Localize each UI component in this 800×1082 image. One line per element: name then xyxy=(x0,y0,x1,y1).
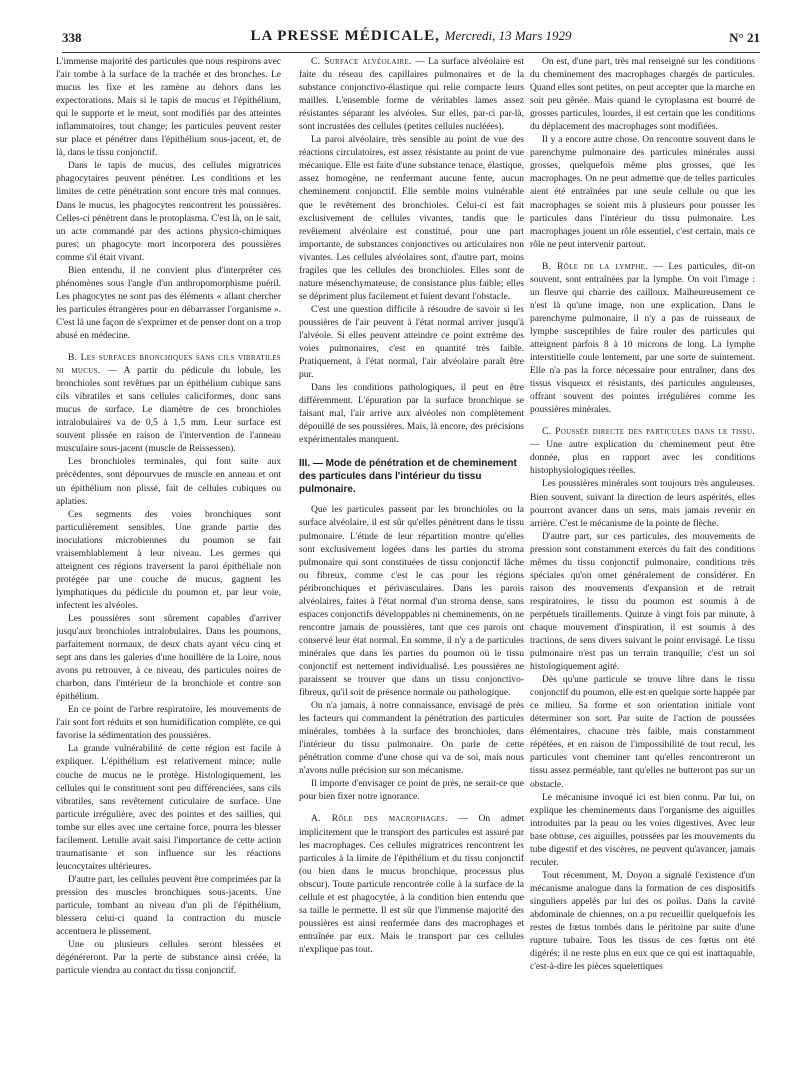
section-paragraph xyxy=(56,352,281,456)
paragraph: La paroi alvéolaire, très sensible au point de vue des réactions circulatoires, est assez résistante au point de vue mécanique. Elle est faite d'une substance tenace, élastique, assez homogène, ne renfermant aucune fente, aucun cheminement conjonctif. Elle semble moins vulnérable que le revêtement des bronchioles. Celui-ci est fait exclusivement de cellules vivantes, tandis que le revêtement alvéolaire est constitué, pour une part importante, de substances conjonctives ou articulaires non vivantes. Les cellules alvéolaires sont, d'autre part, moins fragiles que les cellules des bronchioles. Elles sont de nature mésenchymateuse, de consistance plus faible; elles se dépriment plus facilement et fuient devant l'obstacle. xyxy=(299,135,524,302)
section-paragraph xyxy=(299,813,524,957)
paragraph: Tout récemment, M. Doyon a signalé l'existence d'un mécanisme analogue dans la formation de ces dispositifs singuliers appelés par lui des os poilus. Dans la cavité abdominale de chiennes, on a pu recueillir quelquefois les restes de fœtus tombés dans le péritoine par suite d'une rupture tubaire. Tous les tissus de ces fœtus ont été digérés; il ne reste plus en eux que ce qui est inattaquable, c'est-à-dire les pièces squelettiques xyxy=(530,870,755,973)
section-label: B. Les surfaces bronchiques sans cils vibratiles ni mucus. xyxy=(56,353,281,377)
section-label: C. Surface alvéolaire. xyxy=(311,57,412,67)
paragraph: D'autre part, sur ces particules, des mouvements de pression sont constamment exercés du fait des conditions mêmes du tissu conjonctif pulmonaire, conditions très spéciales qu'on omet généralement de considérer. En raison des mouvements d'expansion et de retrait respiratoires, le tissu du poumon est soumis à de perpétuels tiraillements. Quinze à vingt fois par minute, à chaque mouvement d'inspiration, il est soumis à des tractions, de sens divers suivant le point envisagé. Le tissu pulmonaire n'est pas un terrain tranquille; c'est un sol histologiquement agité. xyxy=(530,531,755,673)
paragraph: Les bronchioles terminales, qui font suite aux précédentes, sont dépourvues de muscle en anneau et ont un épithélium non plissé, fait de cellules cubiques ou aplaties. xyxy=(56,457,281,507)
section-text: — La surface alvéolaire est faite du réseau des capillaires pulmonaires et de la substance conjonctivo-élastique qui relie compacte leurs mailles. L'ensemble forme de véritables lames assez résistantes séparant les alvéoles. Sur elles, par-ci par-là, sont incrustées des cellules (petites cellules nucléées). xyxy=(299,57,524,133)
section-label: B. Rôle de la lymphe. xyxy=(542,261,648,272)
paragraph: Dès qu'une particule se trouve libre dans le tissu conjonctif du poumon, elle est en quelque sorte happée par ce milieu. Sa forme et son orientation initiale vont déterminer son sort. Par suite de l'action de poussées élémentaires, chacune très faible, mais constamment répétées, et en raison de l'impossibilité de tout recul, les particules vont cheminer tant qu'elles rencontreront un tissu assez perméable, tant qu'elles ne butteront pas sur un obstacle. xyxy=(530,675,755,790)
section-text: — On admet implicitement que le transport des particules est assuré par les macrophages. Ces cellules migratrices rencontrent les particules à la limite de l'épithélium et du tissu conjonctif (ou bien dans le mucus bronchique, processus plus obscur). Toute particule rencontrée colle à la surface de la cellule et est phagocytée, à la condition bien entendu que sa taille le permette. Il est sûr que l'immense majorité des poussières est ainsi renfermée dans des macrophages et entraînée par eux. Mais le transport par ces cellules n'explique pas tout. xyxy=(299,814,524,955)
column-2 xyxy=(299,56,524,1076)
paragraph: Il importe d'envisager ce point de près, ne serait-ce que pour bien fixer notre ignorance. xyxy=(299,779,524,803)
section-text: — Une autre explication du cheminement peut être donnée, plus en rapport avec les conditions histophysiologiques réelles. xyxy=(530,440,755,477)
paragraph: En ce point de l'arbre respiratoire, les mouvements de l'air sont fort réduits et son humidification complète, ce qui favorise la sédimentation des poussières. xyxy=(56,705,281,742)
paragraph: Les poussières sont sûrement capables d'arriver jusqu'aux bronchioles intralobulaires. Dans les poumons, parfaitement normaux, de deux chats ayant vécu cinq et sept ans dans les galeries d'une houillère de la Loire, nous avons pu retrouver, à ce niveau, des particules noires de charbon, dans l'intérieur de la bronchiole et contre son épithélium. xyxy=(56,613,281,703)
page-number: 338 xyxy=(62,30,82,45)
section-paragraph xyxy=(299,56,524,134)
paragraph: Dans les conditions pathologiques, il peut en être différemment. L'épuration par la surface bronchique se faisant mal, l'air arrive aux alvéoles non complètement dépouillé de ses poussières. Mais, là encore, des précisions expérimentales manquent. xyxy=(299,383,524,446)
column-1 xyxy=(56,56,281,1076)
paragraph: Une ou plusieurs cellules seront blessées et dégénéreront. Par la perte de substance ainsi créée, la particule viendra au contact du tissu conjonctif. xyxy=(56,940,281,977)
paragraph: Bien entendu, il ne convient plus d'interpréter ces phénomènes sous l'angle d'un anthropomorphisme puéril. Les phagocytes ne sont pas des éléments « allant chercher les particules étrangères pour en débarrasser l'organisme ». C'est là une façon de s'exprimer et de penser dont on a trop abusé en médecine. xyxy=(56,265,281,341)
paragraph: D'autre part, les cellules peuvent être comprimées par la pression des muscles bronchiques sous-jacents. Une particule, tombant au niveau d'un pli de l'épithélium, blessera celui-ci quand la contraction du muscle accentuera le plissement. xyxy=(56,874,281,938)
paragraph: Ces segments des voies bronchiques sont particulièrement sensibles. Une grande partie des inoculations microbiennes du poumon se fait vraisemblablement à leur niveau. Les germes qui atteignent ces régions traversent la paroi épithéliale non protégée par une couche de mucus, gagnent les lymphatiques du pédicule du poumon et, par leur voie, infectent les alvéoles. xyxy=(56,509,281,611)
paragraph: On n'a jamais, à notre connaissance, envisagé de près les facteurs qui commandent la pénétration des particules minérales, tombées à la surface des bronchioles, dans l'intérieur du tissu pulmonaire. On parle de cette pénétration comme d'une chose qui va de soi, mais nous n'avons nulle précision sur son mécanisme. xyxy=(299,701,524,777)
section-heading: III. — Mode de pénétration et de cheminement des particules dans l'intérieur du tissu pulmonaire. xyxy=(299,458,517,496)
paragraph: Que les particules passent par les bronchioles ou la surface alvéolaire, il est sûr qu'elles pénètrent dans le tissu pulmonaire. L'étude de leur répartition montre qu'elles sont exclusivement logées dans les parties du stroma pulmonaire qui sont constituées de tissu conjonctif lâche ou fibreux, comme c'est le cas pour les régions péribronchiques et périvasculaires. Dans les parois alvéolaires, faites à l'état normal d'un stroma dense, sans espaces conjonctifs développables ni cheminements, on ne rencontre jamais de poussières, tant que ces parois ont conservé leur état normal. En somme, il n'y a de particules minérales que dans les parties du poumon où le tissu conjonctif est nettement individualisé. Les poussières ne paraissent se trouver que dans un tissu conjonctivo-fibreux, qu'il soit de présence normale ou pathologique. xyxy=(299,505,524,699)
masthead xyxy=(62,28,760,45)
section-text: — Les particules, dit-on souvent, sont entraînées par la lymphe. On voit l'image : un fleuve qui charrie des cailloux. Malheureusement ce n'est là qu'une image, non une explication. Dans le parenchyme pulmonaire, il n'y a pas de ruisseaux de lymphe susceptibles de faire rouler des particules qui atteignent parfois 8 à 10 microns de long. La lymphe interstitielle coule lentement, par une sorte de suintement. Elle n'a pas la force nécessaire pour entraîner, dans des tissus visqueux et résistants, des particules anguleuses, offrant souvent des pointes irrégulières comme les poussières minérales. xyxy=(530,261,755,416)
issue-number: N° 21 xyxy=(729,30,760,45)
paragraph: Dans le tapis de mucus, des cellules migratrices phagocytaires peuvent pénétrer. Les conditions et les limites de cette pénétration sont encore très mal connues. Dans le mucus, les phagocytes rencontrent les poussières. Celles-ci pénètrent dans le protoplasma. C'est là, on le sait, un acte commandé par des actions physico-chimiques pures; un phagocyte mort incorporera des poussières comme s'il était vivant. xyxy=(56,161,281,263)
paragraph: Il y a encore autre chose. On rencontre souvent dans le parenchyme pulmonaire des particules minérales aussi grosses, quelquefois même plus grosses, que les macrophages. On ne peut admettre que de telles particules aient été entraînées par une seule cellule ou que les macrophages se soient mis à plusieurs pour pousser les particules dans l'intérieur du tissu pulmonaire. Les macrophages jouent un rôle essentiel, c'est certain, mais ce rôle ne peut intervenir partout. xyxy=(530,135,755,250)
section-paragraph xyxy=(530,426,755,478)
issue-date: Mercredi, 13 Mars 1929 xyxy=(444,28,572,43)
section-label: A. Rôle des macrophages. xyxy=(311,814,448,825)
section-label: C. Poussée directe des particules dans le tissu. xyxy=(542,427,755,438)
page-header xyxy=(62,28,760,53)
section-paragraph xyxy=(530,261,755,418)
publication-name: LA PRESSE MÉDICALE, xyxy=(250,28,440,44)
paragraph: L'immense majorité des particules que nous respirons avec l'air tombe à la surface de la trachée et des bronches. Le mucus les fixe et les ramène au dehors dans les expectorations. Mais si le tapis de mucus et l'épithélium, qui le supporte et le meut, sont modifiés par des atteintes inflammatoires, tout change; les particules peuvent rester sur place et pénétrer dans l'épithélium sous-jacent, et, de là, dans le tissu conjonctif. xyxy=(56,57,281,159)
section-text: — A partir du pédicule du lobule, les bronchioles sont revêtues par un épithélium cubique sans cils vibratiles et sans cellules caliciformes, donc sans mucus de surface. Le diamètre de ces bronchioles intralobulaires va de 0,5 à 1,5 mm. Leur surface est souvent plissée en raison de l'intervention de l'anneau musculaire sous-jacent (muscle de Reissessen). xyxy=(56,366,281,455)
paragraph: On est, d'une part, très mal renseigné sur les conditions du cheminement des macrophages chargés de particules. Quand elles sont petites, on peut accepter que la marche en soit peu gênée. Mais quand le cytoplasma est bourré de grosses particules, lourdes, il est certain que les conditions du déplacement des macrophages sont modifiées. xyxy=(530,57,755,133)
column-3 xyxy=(530,56,755,1076)
paragraph: La grande vulnérabilité de cette région est facile à expliquer. L'épithélium est relativement mince; nulle couche de mucus ne le protège. Histologiquement, les cellules qui le constituent sont peu différenciées, sans cils vibratiles, sans revêtement cuticulaire de surface. Une particule irrégulière, avec des pointes et des saillies, qui tombe sur elles avec une certaine force, pourra les blesser facilement. Letulle avait saisi l'importance de cette action traumatisante et son influence sur les réactions leucocytaires ultérieures. xyxy=(56,744,281,872)
paragraph: Le mécanisme invoqué ici est bien connu. Par lui, on explique les cheminements dans l'organisme des aiguilles introduites par la peau ou les voies digestives. Avec leur base obtuse, ces aiguilles, poussées par les mouvements du tube digestif et des viscères, ne peuvent qu'avancer, jamais reculer. xyxy=(530,792,755,868)
paragraph: Les poussières minérales sont toujours très anguleuses. Bien souvent, suivant la direction de leurs aspérités, elles pourront avancer dans un sens, mais jamais revenir en arrière. C'est le mécanisme de la pointe de flèche. xyxy=(530,479,755,529)
paragraph: C'est une question difficile à résoudre de savoir si les poussières de l'air peuvent à l'état normal arriver jusqu'à l'alvéole. Si elles peuvent atteindre ce point extrême des voies pulmonaires, c'est en quantité très faible. Pratiquement, à l'état normal, l'air alvéolaire paraît être pur. xyxy=(299,304,524,381)
